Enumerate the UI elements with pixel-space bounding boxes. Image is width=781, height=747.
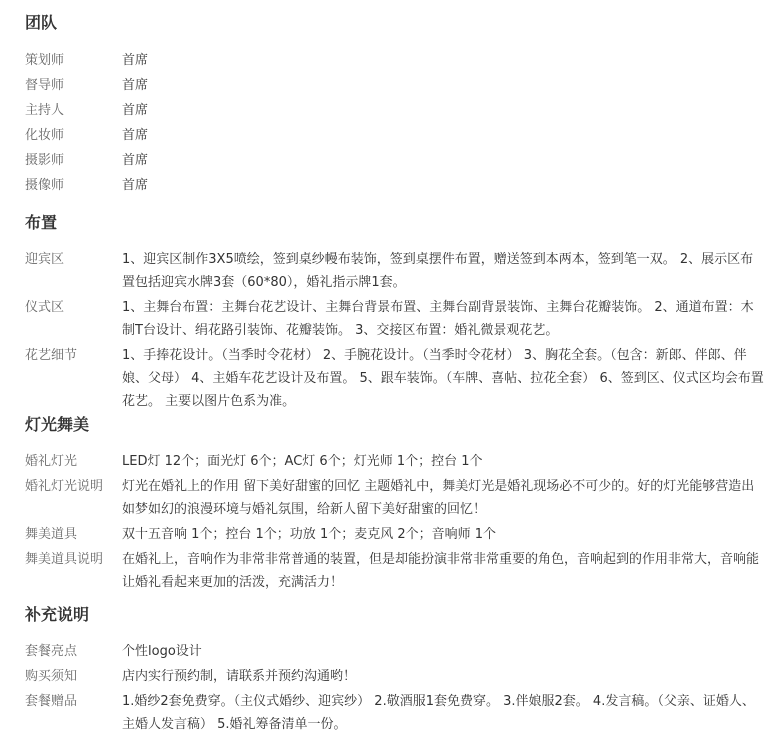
team-row-supervisor — [25, 73, 765, 98]
extra-section — [25, 604, 765, 738]
extra-section-title: 补充说明 — [25, 605, 90, 624]
extra-row-highlight — [25, 640, 765, 663]
row-value: 在婚礼上，音响作为非常非常普通的装置，但是却能扮演非常非常重要的角色，音响起到的作用非常大，音响能让婚礼看起来更加的活泼，充满活力！ — [122, 552, 760, 590]
row-value: 首席 — [122, 178, 149, 193]
team-row-host — [25, 98, 765, 123]
lighting-section-title: 灯光舞美 — [25, 415, 90, 434]
row-value: 首席 — [122, 128, 149, 143]
row-value: 双十五音响 1个；控台 1个；功放 1个；麦克风 2个；音响师 1个 — [122, 527, 497, 542]
lighting-section — [25, 414, 765, 596]
lighting-row-props — [25, 523, 765, 546]
row-label: 摄影师 — [25, 153, 65, 168]
row-value: 灯光在婚礼上的作用 留下美好甜蜜的回忆 主题婚礼中，舞美灯光是婚礼现场必不可少的。好的灯光能够营造出如梦如幻的浪漫环境与婚礼氛围，给新人留下美好甜蜜的回忆！ — [122, 479, 755, 517]
row-value: 首席 — [122, 78, 149, 93]
row-value: 1、迎宾区制作3X5喷绘，签到桌纱幔布装饰，签到桌摆件布置，赠送签到本两本，签到笔一双。 2、展示区布置包括迎宾水牌3套（60*80），婚礼指示牌1套。 — [122, 252, 754, 290]
row-label: 舞美道具 — [25, 527, 78, 542]
layout-row-floral — [25, 344, 765, 413]
row-label: 套餐赠品 — [25, 694, 78, 709]
lighting-row-lights — [25, 450, 765, 473]
layout-row-ceremony — [25, 296, 765, 342]
row-label: 迎宾区 — [25, 252, 65, 267]
team-section — [25, 12, 765, 198]
row-value: 个性logo设计 — [122, 644, 202, 659]
row-label: 花艺细节 — [25, 348, 78, 363]
row-label: 婚礼灯光 — [25, 454, 78, 469]
row-value: LED灯 12个；面光灯 6个；AC灯 6个；灯光师 1个；控台 1个 — [122, 454, 483, 469]
row-label: 套餐亮点 — [25, 644, 78, 659]
extra-row-gifts — [25, 690, 765, 736]
team-row-videographer — [25, 173, 765, 198]
layout-section-title: 布置 — [25, 213, 58, 232]
team-row-planner — [25, 48, 765, 73]
row-label: 购买须知 — [25, 669, 78, 684]
row-label: 主持人 — [25, 103, 65, 118]
row-label: 舞美道具说明 — [25, 552, 104, 567]
row-value: 店内实行预约制，请联系并预约沟通哟！ — [122, 669, 357, 684]
row-label: 摄像师 — [25, 178, 65, 193]
layout-section — [25, 212, 765, 415]
row-value: 1、手捧花设计。（当季时令花材） 2、手腕花设计。（当季时令花材） 3、胸花全套。（包含：新郎、伴郎、伴娘、父母） 4、主婚车花艺设计及布置。 5、跟车装饰。（车牌、喜帖、拉花全套） 6、签到区、仪式区均会布置花艺。 主要以图片色系为准。 — [122, 348, 764, 409]
row-value: 首席 — [122, 103, 149, 118]
row-value: 首席 — [122, 53, 149, 68]
row-value: 1.婚纱2套免费穿。（主仪式婚纱、迎宾纱） 2.敬酒服1套免费穿。 3.伴娘服2套。 4.发言稿。（父亲、证婚人、主婚人发言稿） 5.婚礼筹备清单一份。 — [122, 694, 755, 732]
lighting-row-props-desc — [25, 548, 765, 594]
layout-row-welcome — [25, 248, 765, 294]
row-label: 督导师 — [25, 78, 65, 93]
row-value: 1、主舞台布置：主舞台花艺设计、主舞台背景布置、主舞台副背景装饰、主舞台花瓣装饰。 2、通道布置：木制T台设计、绢花路引装饰、花瓣装饰。 3、交接区布置：婚礼微景观花艺。 — [122, 300, 754, 338]
row-label: 仪式区 — [25, 300, 65, 315]
extra-row-purchase-notes — [25, 665, 765, 688]
row-label: 婚礼灯光说明 — [25, 479, 104, 494]
team-row-photographer — [25, 148, 765, 173]
row-label: 策划师 — [25, 53, 65, 68]
team-row-makeup — [25, 123, 765, 148]
row-value: 首席 — [122, 153, 149, 168]
team-section-title: 团队 — [25, 13, 58, 32]
lighting-row-lights-desc — [25, 475, 765, 521]
row-label: 化妆师 — [25, 128, 65, 143]
